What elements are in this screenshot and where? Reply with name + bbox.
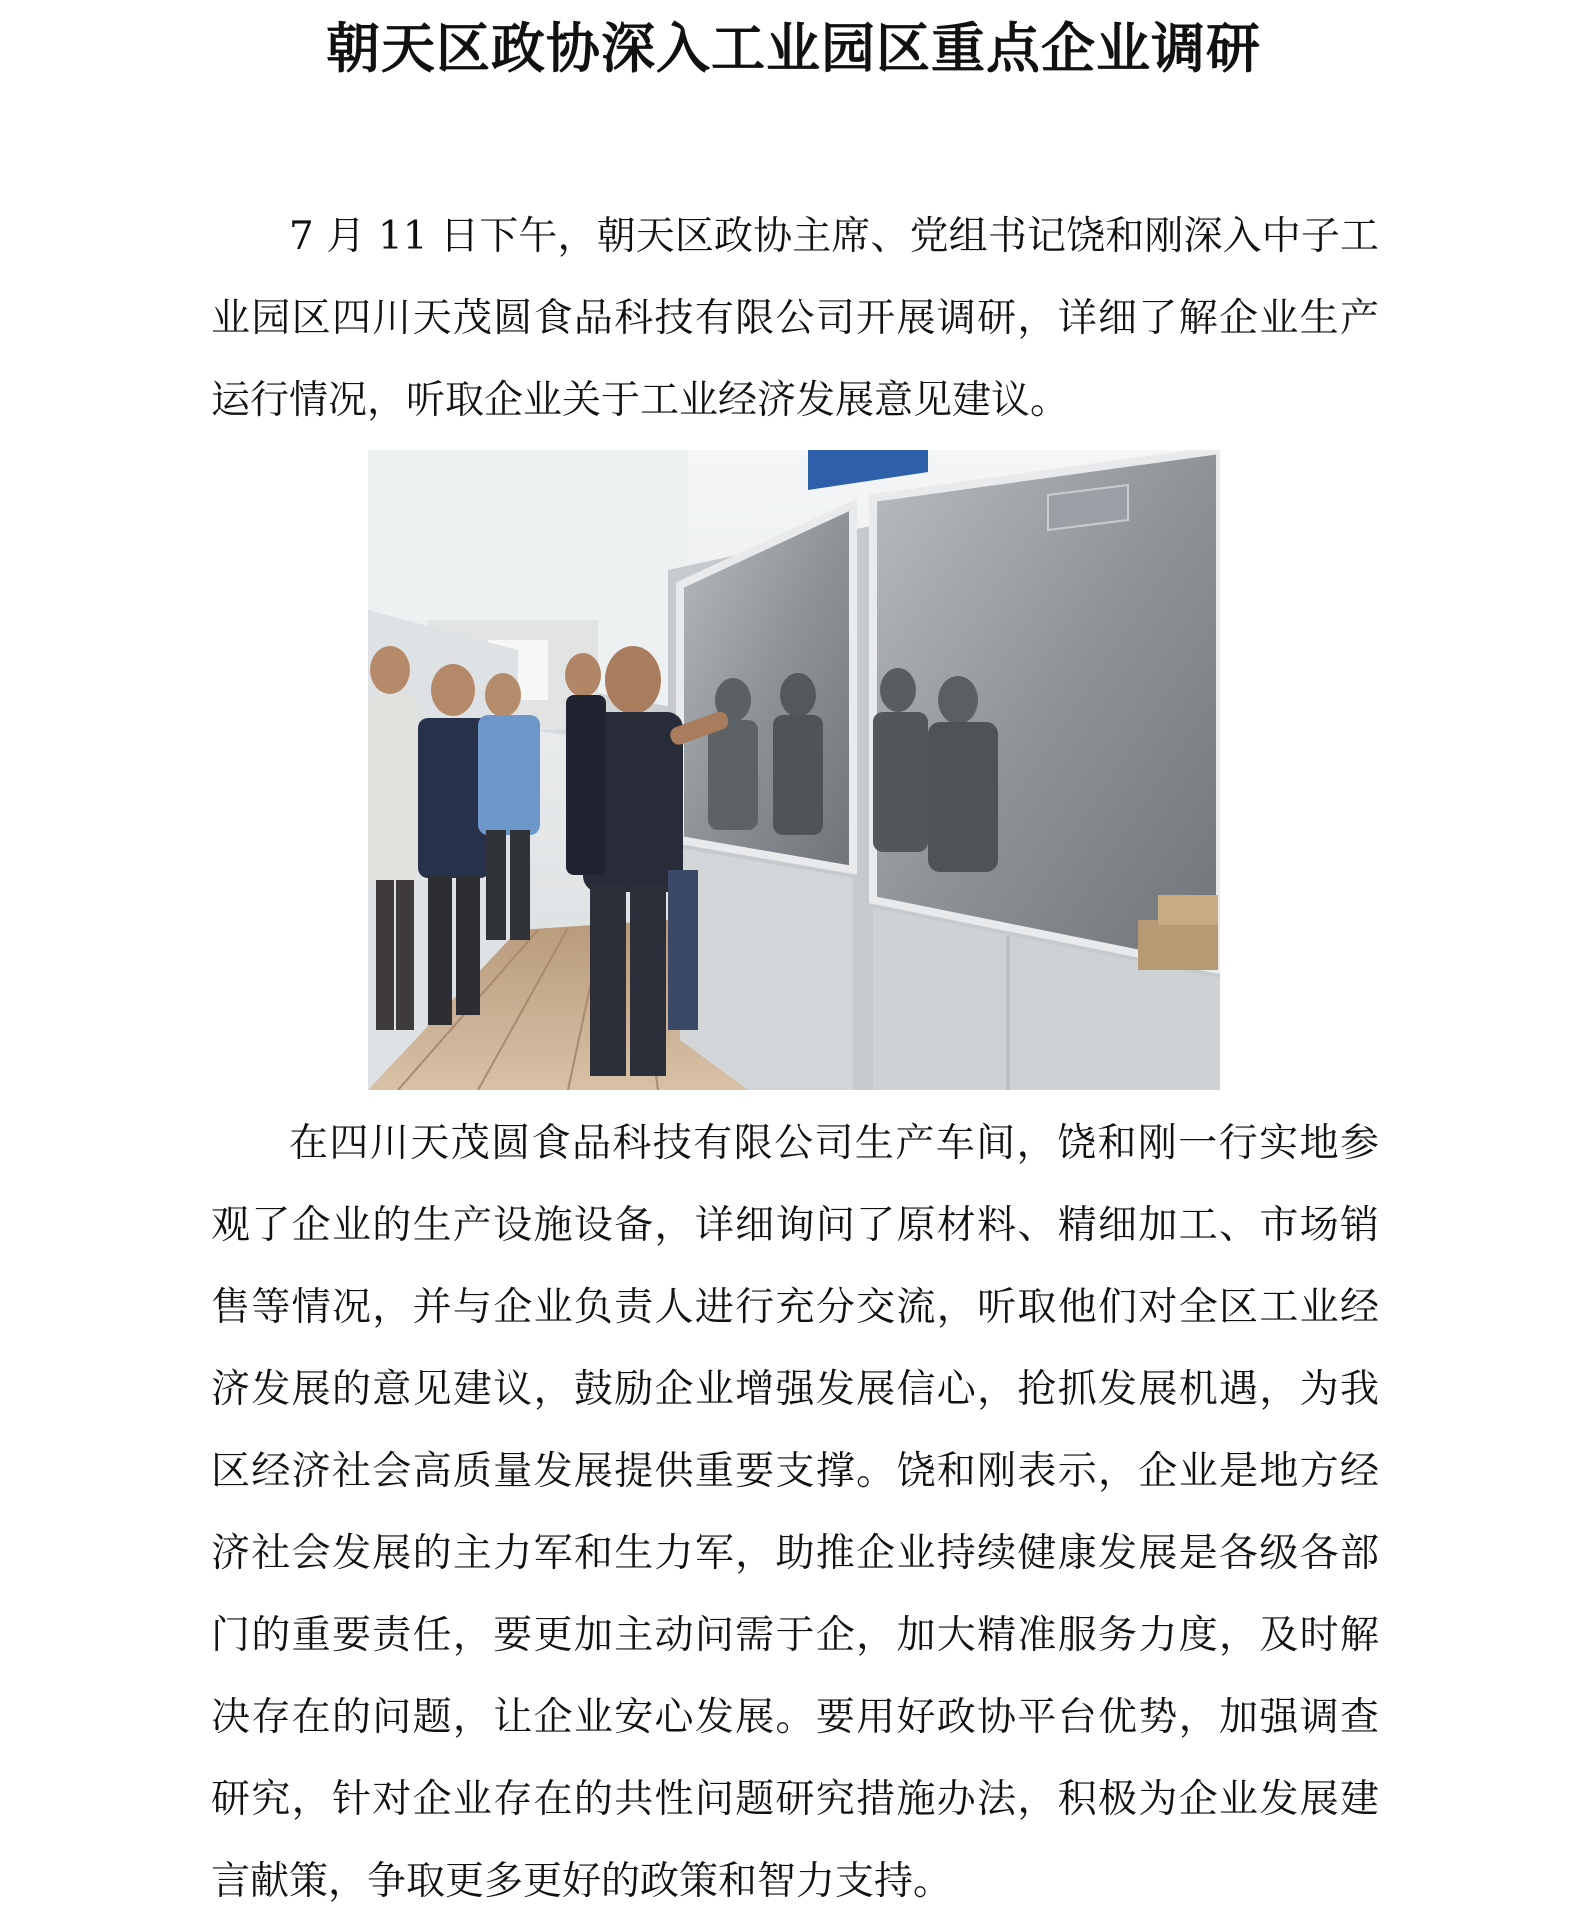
factory-visit-photo (368, 450, 1220, 1090)
article-paragraph-1: 7 月 11 日下午，朝天区政协主席、党组书记饶和刚深入中子工业园区四川天茂圆食品科技有限公司开展调研，详细了解企业生产运行情况，听取企业关于工业经济发展意见建议。 (211, 214, 1379, 423)
page-title: 朝天区政协深入工业园区重点企业调研 (326, 16, 1261, 80)
article-paragraph-2: 在四川天茂圆食品科技有限公司生产车间，饶和刚一行实地参观了企业的生产设施设备，详细询问了原材料、精细加工、市场销售等情况，并与企业负责人进行充分交流，听取他们对全区工业经济发展的意见建议，鼓励企业增强发展信心，抢抓发展机遇，为我区经济社会高质量发展提供重要支撑。饶和刚表示，企业是地方经济社会发展的主力军和生力军，助推企业持续健康发展是各级各部门的重要责任，要更加主动问需于企，加大精准服务力度，及时解决存在的问题，让企业安心发展。要用好政协平台优势，加强调查研究，针对企业存在的共性问题研究措施办法，积极为企业发展建言献策，争取更多更好的政策和智力支持。 (211, 1121, 1379, 1904)
